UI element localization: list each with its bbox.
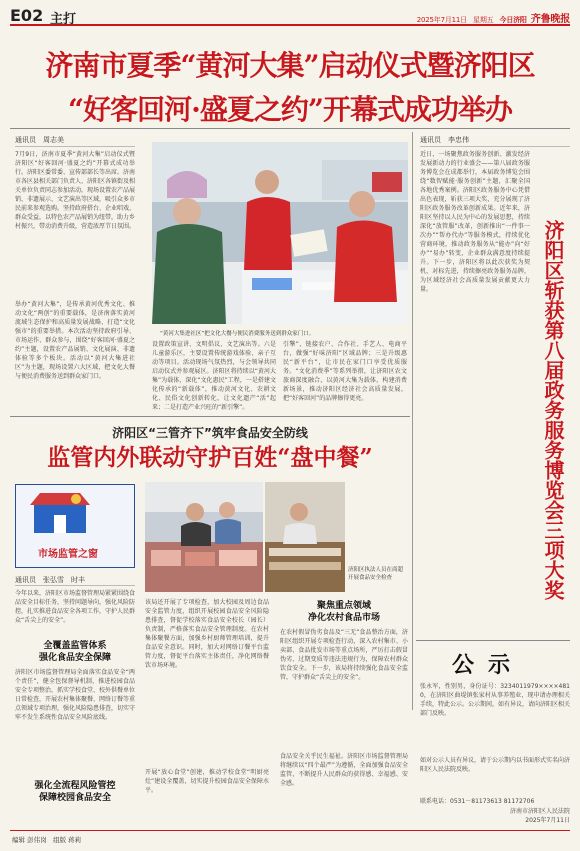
lead-byline: 通讯员 周志美	[15, 136, 64, 144]
food-subhead-2: 强化全流程风险管控 保障校园食品安全	[34, 781, 116, 803]
lead-column-2: 举办“黄河大集”，是传承黄河优秀文化、推动文化“两创”的重要载体，是济南落实黄河流域生态保护和高质量发展战略、打造“文化强市”的重要举措。本次活动坚持政府引导、市场运作、群众参与，围绕“好客回河·盛夏之约”主题，设置农产品展销、文化展演、非遗体验等多个板块。活动以“黄河大集进社区”为主题，现场设置六大区域，把文化大餐与便民消费服务送到群众家门口。	[15, 301, 135, 380]
edition-number: E02	[10, 6, 44, 25]
right-article-text: 近日，一场聚焦政务服务创新、激发经济发展新动力的行业盛会——第八届政务服务博览会在成都举行，本届政务博览会围绕“数智赋能·服务创新”主题，汇聚全国各地优秀案例。济阳区政务服务中心凭借出色表现，斩获三项大奖，充分展现了济阳区政务服务改革创新成果。近年来，济阳区坚持以人民为中心的发展思想，持续深化“放管服”改革，创新推出“一件事一次办”“帮办代办”等服务模式，持续优化营商环境，推动政务服务从“能办”向“好办”“易办”转变，企业群众满意度持续提升。下一步，济阳区将以此次获奖为契机，对标先进，持续擦亮政务服务品牌，为区域经济社会高质量发展贡献更大力量。	[420, 151, 530, 293]
footer-editors: 编辑 彭伟岗 组版 蒋莉	[12, 836, 82, 844]
food-kicker: 济阳区“三管齐下”筑牢食品安全防线	[112, 426, 308, 440]
divider	[10, 416, 410, 417]
lead-photo-caption: “黄河大集进社区”把文化大餐与便民消费服务送到群众家门口。	[160, 331, 315, 337]
food-subhead-1: 全覆盖监管体系 强化食品安全保障	[38, 641, 111, 663]
lead-column-1: 7月9日，济南市夏季“黄河大集”启动仪式暨济阳区“好客回河·盛夏之约”开幕式成功举行。济阳区委常委、宣传部部长等出席。济南市各区县相关部门负责人、济阳区各镇街及相关单位负责同志参加活动。现场设置农产品展销、非遗展示、文艺演出等区域，吸引众多市民前来参观选购。坚持政府搭台、企业唱戏、群众受益，以特色农产品展销为纽带，助力乡村振兴，带动消费升级，营造浓厚节日氛围。	[15, 151, 136, 230]
notice-date: 2025年7月11日	[525, 817, 570, 824]
food-column-3: 开展“放心食堂”创建，推动学校食堂“明厨亮灶”建设全覆盖，切实提升校园食品安全保障水平。	[145, 769, 269, 794]
market-window-badge	[15, 484, 135, 568]
food-headline: 监管内外联动守护百姓“盘中餐”	[47, 444, 373, 471]
page-header	[10, 6, 570, 26]
market-window-label: 市场监管之窗	[38, 549, 98, 560]
issue-date: 2025年7月11日	[416, 16, 467, 24]
food-photo-2	[265, 482, 345, 592]
notice-title: 公示	[452, 652, 525, 678]
food-column-5: 食品安全关乎民生福祉。济阳区市场监督管理局将继续以“四个最严”为遵循，全面加强食品安全监管，不断提升人民群众的获得感、幸福感、安全感。	[280, 753, 408, 787]
food-subhead-3: 聚焦重点领域 净化农村食品市场	[307, 601, 380, 623]
divider	[10, 128, 570, 129]
byline-rule	[15, 146, 135, 147]
divider	[416, 640, 570, 641]
masthead-info	[417, 10, 570, 25]
column-divider	[412, 132, 413, 710]
brand-logo: 齐鲁晚报	[530, 14, 570, 25]
main-headline-line2: “好客回河·盛夏之约”开幕式成功举办	[68, 93, 512, 126]
notice-contact: 联系电话：0531－81173613 81172706	[420, 798, 535, 805]
food-column-2: 该局还开展了专项检查，加大校园及周边食品安全监管力度，组织开展校园食品安全风险隐患排查，督促学校落实食品安全校长（园长）负责制，严格落实食品安全管理制度。在农村集体聚餐方面，加强乡村厨师管理培训，提升食品安全意识。同时，加大对网络订餐平台监管力度，督促平台落实主体责任，净化网络餐饮市场环境。	[145, 599, 269, 669]
notice-text-2: 如对公示人员有异议，请于公示期内以书面形式实名向济阳区人民法院反映。	[420, 757, 571, 773]
section-name: 主打	[50, 12, 77, 27]
food-intro: 今年以来，济阳区市场监督管理局紧紧围绕食品安全目标任务，坚持问题导向，强化风险防控，扎实推进食品安全各项工作，守护人民群众“舌尖上的安全”。	[15, 590, 136, 624]
byline-rule	[420, 146, 570, 147]
right-vertical-headline: 济阳区斩获第八届政务服务博览会三项大奖	[541, 220, 565, 600]
lead-column-3: 设置政策宣讲、文明倡议、文艺演出等。六是儿童游乐区，主要设置传统游戏体验、亲子互动等项目。活动现场气氛热烈，与会领导共同启动仪式并参观展区。济阳区将持续以“黄河大集”为载体，深化“文化惠民”工程，一是搭建文化传承的“新载体”，推动黄河文化、农耕文化、民俗文化创新转化，让文化遗产“活”起来；二是打造产业兴旺的“新引擎”。	[152, 341, 276, 411]
byline-rule	[15, 585, 135, 586]
issue-weekday: 星期五	[473, 16, 494, 24]
right-byline: 通讯员 李忠伟	[420, 136, 469, 144]
notice-text: 张永军，性别男，身份证号：3234011979××××4810，在济阳区曲堤镇张家村从事养殖业，现申请办理相关手续，特此公示。公示期间，如有异议，请向济阳区相关部门反映。	[420, 683, 571, 717]
lead-photo	[152, 142, 408, 324]
food-column-1: 济阳区市场监督管理局全面落实食品安全“两个责任”，健全包保督导机制，推进校园食品安全专项整治，抓实学校食堂、校外供餐单位日常检查，开展农村集体聚餐、网络订餐等重点领域专项治理，强化风险隐患排查，切实守牢不发生系统性食品安全风险底线。	[15, 669, 136, 721]
food-column-4: 在农村假冒伪劣食品及“三无”食品整治方面，济阳区组织开展专项检查行动，深入农村集市、小卖部、食品批发市场等重点场所，严厉打击假冒伪劣、过期变质等违法违规行为，保障农村群众饮食安全。下一步，该局将持续强化食品安全监管，守护群众“舌尖上的安全”。	[280, 629, 408, 681]
footer-rule	[10, 830, 570, 831]
notice-issuer: 济南市济阳区人民法院	[509, 808, 570, 815]
food-photo	[145, 482, 263, 592]
food-photo-caption: 济阳区执法人员在商超开展食品安全检查	[348, 567, 404, 581]
main-headline-line1: 济南市夏季“黄河大集”启动仪式暨济阳区	[45, 49, 535, 82]
market-icon	[30, 491, 90, 535]
lead-column-4: 引擎”，链接农户、合作社、手艺人、电商平台，做强“好味济阳”区域品牌；三是升级惠民“新平台”，让市民在家门口享受优质服务。“文化消费季”等系列举措，让济阳区农文旅商深度融合，以黄河大集为载体，构建消费新场景，推动济阳区经济社会高质量发展，把“好客回河”的品牌擦得更亮。	[283, 341, 407, 402]
food-byline: 通讯员 张弘雪 时丰	[15, 576, 85, 584]
paper-name: 今日济阳	[499, 16, 527, 24]
